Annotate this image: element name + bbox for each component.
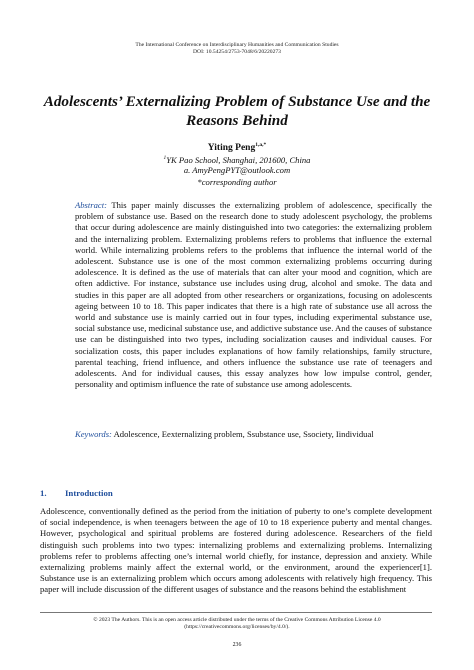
introduction-paragraph: Adolescence, conventionally defined as the period from the initiation of puberty to one’s complete development of social independence, is when teenagers between the age of 10 to 18 experience puberty and mental changes. However, psychological and spiritual problems are fostered during adolescence. Researchers of the field distinguish such problems into two types: internalizing problems and externalizing problems. Internalizing problems refer to problems affecting one’s internal world chiefly, for instance, depression and anxiety. While externalizing problems mainly affect the external world, or the environment, around the experiencer[1]. Substance use is an externalizing problem which occurs among adolescents with relatively high frequency. This paper will include discussion of the different usages of substance and the reasons behind the establishment	[40, 506, 432, 595]
affiliation-superscript: 1	[163, 155, 167, 161]
license-notice: © 2023 The Authors. This is an open access article distributed under the terms of the Creative Commons Attribution License 4.0	[93, 617, 381, 623]
author-name: Yiting Peng	[207, 143, 256, 154]
conference-name: The International Conference on Interdisciplinary Humanities and Communication Studies	[135, 42, 339, 48]
affiliation-school-line	[0, 153, 474, 166]
affiliation-school: YK Pao School, Shanghai, 201600, China	[166, 154, 311, 165]
keywords-label: Keywords:	[75, 429, 112, 439]
author-line	[0, 139, 474, 154]
abstract	[75, 200, 432, 390]
abstract-label: Abstract:	[75, 200, 107, 210]
license-url[interactable]: (https://creativecommons.org/licenses/by/4.0/).	[184, 624, 290, 630]
section-title: Introduction	[65, 488, 113, 498]
page-number: 236	[232, 642, 242, 648]
keywords-text: Adolescence, Eexternalizing problem, Ssubstance use, Ssociety, Iindividual	[111, 429, 374, 439]
abstract-text: This paper mainly discusses the externalizing problem of adolescence, specifically the problem of substance use. Based on the research done to study adolescent psychology, the problems that occur during adolescence are mainly distinguished into two categories: the externalizing problem and the internalizing problem. Externalizing problems refers to problems that influence the external world. While internalizing problems refers to the problems that influence the internal world of the adolescent. Substance use is one of the most common externalizing problems occurring during adolescence. It is defined as the use of materials that can alter your mood and cognition, which are often addictive. For instance, substance use includes using drug, alcohol and smoke. The data and studies in this paper are all adopted from other researchers or organizations, focusing on adolescents ageing between 10 to 18. This paper indicates that there is a high rate of substance use all across the world and substance use is mainly carried out in four types, including experimental substance use, social substance use, medicinal substance use, and addictive substance use. And the causes of substance use can be distinguished into two types, including socialization causes and individual causes. For socialization costs, this paper includes explanations of how family relationships, family structure, parental teaching, friend influence, and others influence the substance use rate of teenagers and adolescents. And for individual causes, this essay analyzes how low impulse control, gender, personality and optimism influence the rate of substance use among adolescents.	[75, 200, 432, 390]
corresponding-author-note: *corresponding author	[197, 177, 277, 187]
author-email[interactable]: a. AmyPengPYT@outlook.com	[183, 165, 291, 175]
author-superscript: 1,a,*	[255, 142, 267, 148]
paper-title-line-2: Reasons Behind	[186, 112, 288, 129]
doi: DOI: 10.54254/2753-7048/6/20220273	[193, 49, 281, 55]
keywords	[75, 429, 435, 440]
section-heading	[40, 488, 113, 499]
paper-title-line-1: Adolescents’ Externalizing Problem of Substance Use and the	[43, 93, 431, 110]
section-number: 1.	[40, 488, 47, 498]
footer-divider	[40, 612, 432, 613]
paper-title	[40, 92, 434, 130]
